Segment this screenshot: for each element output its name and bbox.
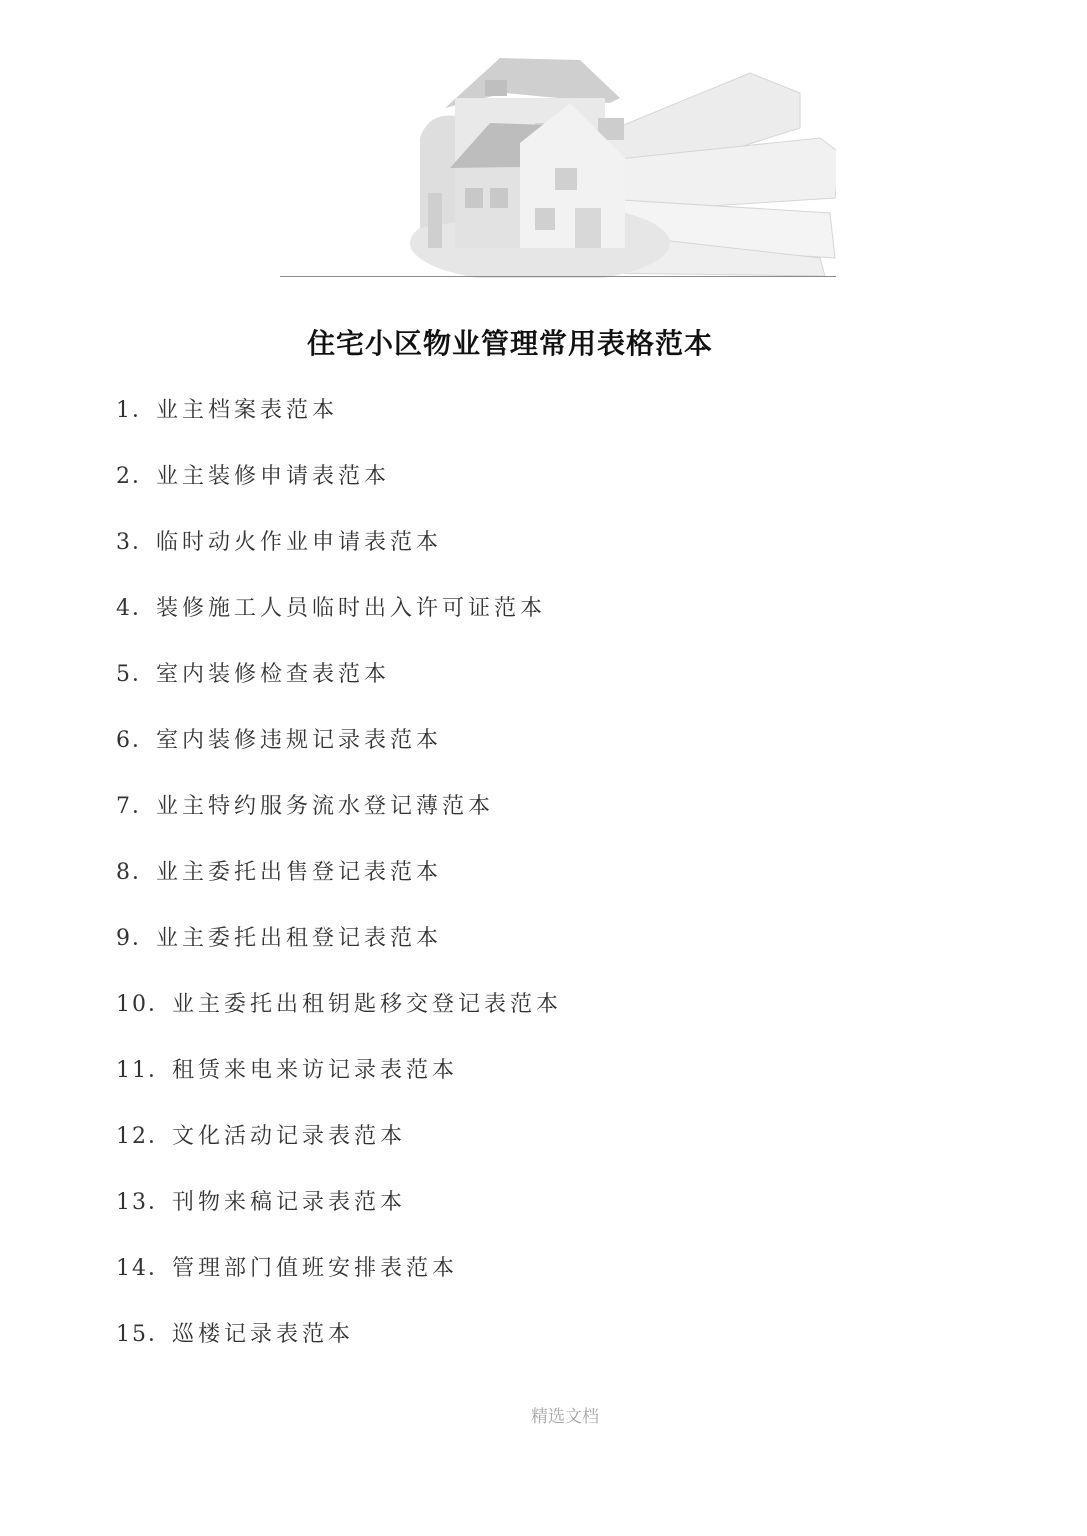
list-item [116, 986, 562, 1052]
list-item-number: 1． [116, 398, 156, 423]
list-item [116, 1250, 562, 1316]
list-item-number: 14． [116, 1256, 172, 1281]
list-item [116, 854, 562, 920]
document-title: 住宅小区物业管理常用表格范本 [306, 327, 713, 360]
list-item-text: 业主委托出租登记表范本 [156, 926, 443, 951]
list-item-number: 10． [116, 992, 172, 1017]
list-item-number: 4． [116, 596, 156, 621]
list-item-number: 12． [116, 1124, 172, 1149]
list-item [116, 722, 562, 788]
list-item-text: 临时动火作业申请表范本 [156, 530, 443, 555]
list-item-text: 巡楼记录表范本 [172, 1322, 355, 1347]
list-item-text: 租赁来电来访记录表范本 [172, 1058, 459, 1083]
list-item-text: 室内装修检查表范本 [156, 662, 391, 687]
list-item [116, 1052, 562, 1118]
list-item [116, 524, 562, 590]
list-item-number: 7． [116, 794, 156, 819]
list-item [116, 1316, 562, 1382]
list-item [116, 392, 562, 458]
list-item-number: 11． [116, 1058, 172, 1083]
list-item [116, 656, 562, 722]
list-item [116, 1118, 562, 1184]
list-item-number: 2． [116, 464, 156, 489]
list-item-text: 文化活动记录表范本 [172, 1124, 407, 1149]
list-item [116, 920, 562, 986]
list-item-number: 9． [116, 926, 156, 951]
list-item-text: 业主档案表范本 [156, 398, 339, 423]
table-of-contents [116, 392, 562, 1382]
list-item-number: 8． [116, 860, 156, 885]
list-item-number: 3． [116, 530, 156, 555]
list-item-number: 13． [116, 1190, 172, 1215]
list-item-number: 6． [116, 728, 156, 753]
list-item-text: 业主特约服务流水登记薄范本 [156, 794, 495, 819]
list-item-text: 室内装修违规记录表范本 [156, 728, 443, 753]
page-footer: 精选文档 [531, 1407, 599, 1427]
list-item-text: 管理部门值班安排表范本 [172, 1256, 459, 1281]
list-item [116, 788, 562, 854]
list-item-number: 15． [116, 1322, 172, 1347]
header-rule [280, 276, 836, 277]
list-item-text: 业主委托出租钥匙移交登记表范本 [172, 992, 563, 1017]
list-item-text: 业主装修申请表范本 [156, 464, 391, 489]
list-item [116, 458, 562, 524]
house-with-folders-icon [280, 48, 836, 278]
list-item-text: 业主委托出售登记表范本 [156, 860, 443, 885]
list-item [116, 590, 562, 656]
list-item [116, 1184, 562, 1250]
list-item-text: 装修施工人员临时出入许可证范本 [156, 596, 547, 621]
list-item-number: 5． [116, 662, 156, 687]
list-item-text: 刊物来稿记录表范本 [172, 1190, 407, 1215]
